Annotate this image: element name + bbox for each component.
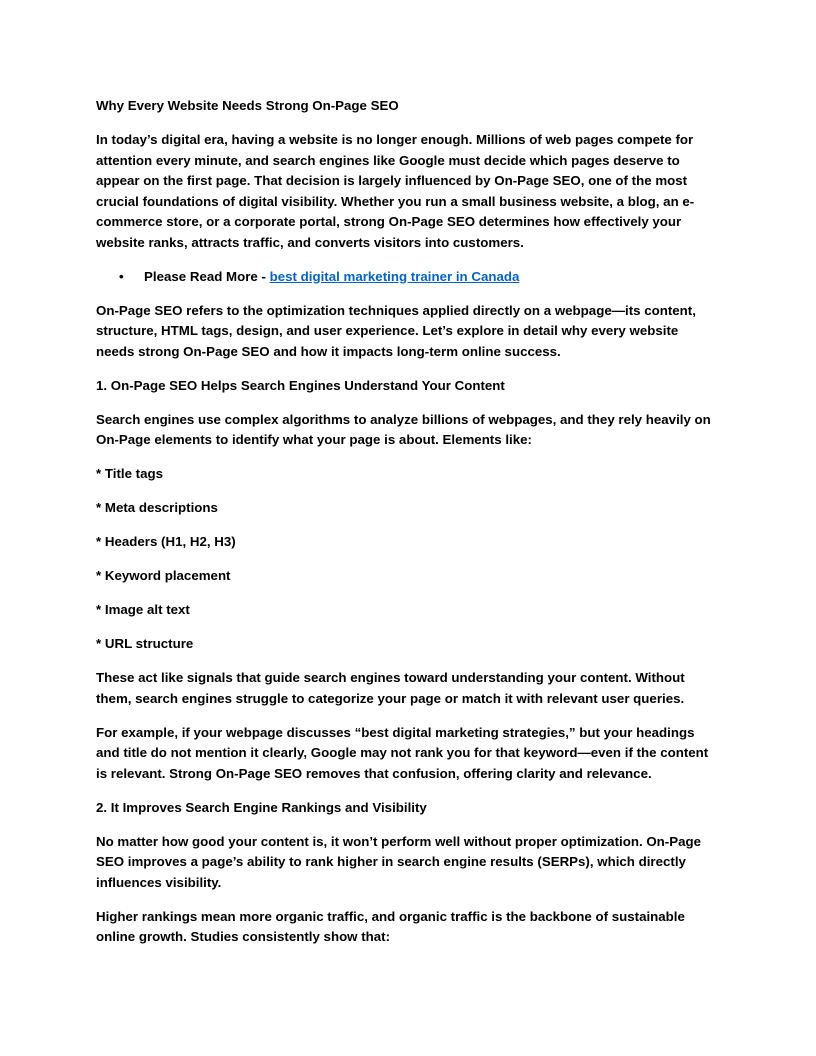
section1-heading: 1. On-Page SEO Helps Search Engines Understand Your Content [96, 377, 505, 393]
bullet-icon: • [119, 268, 124, 284]
list-item-title-tags: * Title tags [96, 466, 163, 481]
section1-paragraph-signals: These act like signals that guide search engines toward understanding your content. Without them, search engines struggle to categorize your page or match it with relevant user queries. [96, 670, 685, 706]
list-item-url-structure: * URL structure [96, 636, 194, 651]
intro-paragraph: In today’s digital era, having a website is no longer enough. Millions of web pages compete for attention every minute, and search engines like Google must decide which pages deserve to appear on the first page. That decision is largely influenced by On-Page SEO, one of the most crucial foundations of digital visibility. Whether you run a small business website, a blog, an e-commerce store, or a corporate portal, strong On-Page SEO determines how effectively your website ranks, attracts traffic, and converts visitors into customers. [96, 132, 695, 250]
list-item-headers: * Headers (H1, H2, H3) [96, 534, 236, 549]
read-more-bullet [96, 267, 720, 288]
list-item-meta-descriptions: * Meta descriptions [96, 500, 218, 515]
list-item-keyword-placement: * Keyword placement [96, 568, 231, 583]
read-more-link[interactable]: best digital marketing trainer in Canada [269, 268, 520, 284]
document-page [96, 96, 720, 961]
list-item-image-alt-text: * Image alt text [96, 602, 190, 617]
page-title: Why Every Website Needs Strong On-Page SEO [96, 98, 399, 113]
section2-paragraph-rankings: Higher rankings mean more organic traffic, and organic traffic is the backbone of sustainable online growth. Studies consistently show that: [96, 908, 685, 944]
section1-paragraph-example: For example, if your webpage discusses “best digital marketing strategies,” but your headings and title do not mention it clearly, Google may not rank you for that keyword—even if the content is relevant. Strong On-Page SEO removes that confusion, offering clarity and relevance. [96, 724, 709, 781]
definition-paragraph: On-Page SEO refers to the optimization techniques applied directly on a webpage—its content, structure, HTML tags, design, and user experience. Let’s explore in detail why every website needs strong On-Page SEO and how it impacts long-term online success. [96, 302, 696, 359]
section2-paragraph-optimization: No matter how good your content is, it won’t perform well without proper optimization. On-Page SEO improves a page’s ability to rank higher in search engine results (SERPs), which directly influences visibility. [96, 833, 702, 890]
section1-intro: Search engines use complex algorithms to analyze billions of webpages, and they rely heavily on On-Page elements to identify what your page is about. Elements like: [96, 411, 711, 447]
section2-heading: 2. It Improves Search Engine Rankings and Visibility [96, 799, 427, 815]
read-more-prefix: Please Read More - [144, 268, 270, 284]
